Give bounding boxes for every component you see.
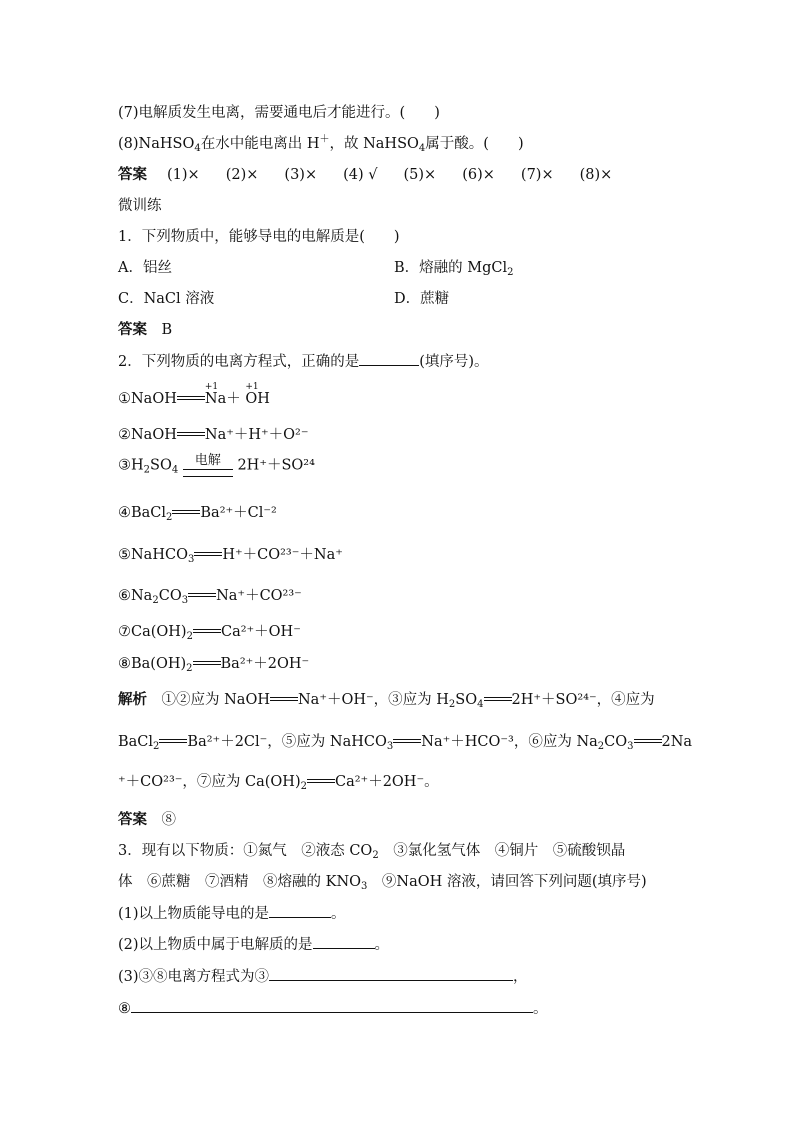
q1-option-d: D．蔗糖 (394, 291, 450, 307)
q1-option-b: B．熔融的 MgCl$_2$ (394, 260, 514, 278)
q2-analysis-line-1: 解析 ①②应为 NaOH Na⁺＋OH⁻，③应为 $H_2SO_4$ 2H⁺＋SO²⁴⁻，④应为 (118, 691, 655, 710)
q3-part-1: (1)以上物质能导电的是 。 (118, 903, 346, 924)
q3-part-3: (3)③⑧电离方程式为③ ， (118, 966, 528, 987)
judge-item-7: (7)电解质发生电离，需要通电后才能进行。( ) (118, 105, 440, 121)
q1-stem: 1．下列物质中，能够导电的电解质是( ) (118, 229, 400, 245)
q1-option-c: C．NaCl 溶液 (118, 291, 215, 307)
answer-label: 答案 (118, 166, 147, 183)
q2-stem: 2．下列物质的电离方程式，正确的是 (填序号)。 (118, 351, 489, 372)
q3-stem-line-2: 体 ⑥蔗糖 ⑦酒精 ⑧熔融的 $KNO_3$ ⑨NaOH 溶液，请回答下列问题(填序号) (118, 874, 647, 892)
q2-eq-6: $⑥Na_2CO_3$ Na⁺＋CO²³⁻ (118, 588, 302, 606)
q2-analysis-line-3: ⁺＋CO²³⁻，⑦应为 $Ca(OH)_2$ Ca²⁺＋2OH⁻。 (118, 774, 439, 792)
q2-eq-7: $⑦Ca(OH)_2$ Ca²⁺＋OH⁻ (118, 624, 301, 642)
q3-stem-line-1: 3．现有以下物质：①氮气 ②液态 $CO_2$ ③氯化氢气体 ④铜片 ⑤硫酸钡晶 (118, 843, 626, 861)
judge-answer-row: 答案 (1)× (2)× (3)× (4) √ (5)× (6)× (7)× (8)× (118, 166, 613, 183)
q2-analysis-line-2: BaCl$_2$ Ba²⁺＋2Cl⁻，⑤应为 NaHCO$_3$ Na⁺＋HCO⁻³，⑥应为 $Na_2CO_3$ 2Na (118, 734, 693, 752)
q2-eq-4: ④BaCl$_2$ Ba²⁺＋Cl⁻² (118, 505, 277, 523)
q1-answer: 答案 B (118, 321, 173, 338)
answer-blank (269, 903, 331, 918)
q1-option-a: A．铝丝 (118, 260, 172, 276)
q3-part-2: (2)以上物质中属于电解质的是 。 (118, 934, 389, 955)
q2-eq-2: ②NaOH Na⁺＋H⁺＋O²⁻ (118, 427, 309, 443)
answer-blank (269, 966, 513, 981)
answer-blank (131, 998, 533, 1013)
q2-eq-5: ⑤NaHCO$_3$ H⁺＋CO²³⁻＋Na⁺ (118, 547, 343, 565)
q2-eq-1: ①NaOH +1 Na＋ +1 OH (118, 382, 270, 407)
q2-answer: 答案 ⑧ (118, 811, 176, 828)
q3-part-3-eq8: ⑧ 。 (118, 998, 548, 1019)
judge-item-8: (8)NaHSO$_4$在水中能电离出 H＋，故 NaHSO$_4$属于酸。( ) (118, 134, 524, 154)
answer-blank (359, 351, 419, 366)
section-title: 微训练 (118, 198, 162, 214)
q2-eq-3: $③H_2SO_4$ 电解 2H⁺＋SO²⁴ (118, 453, 315, 476)
q2-eq-8: $⑧Ba(OH)_2$ Ba²⁺＋2OH⁻ (118, 656, 310, 674)
answer-blank (313, 934, 375, 949)
